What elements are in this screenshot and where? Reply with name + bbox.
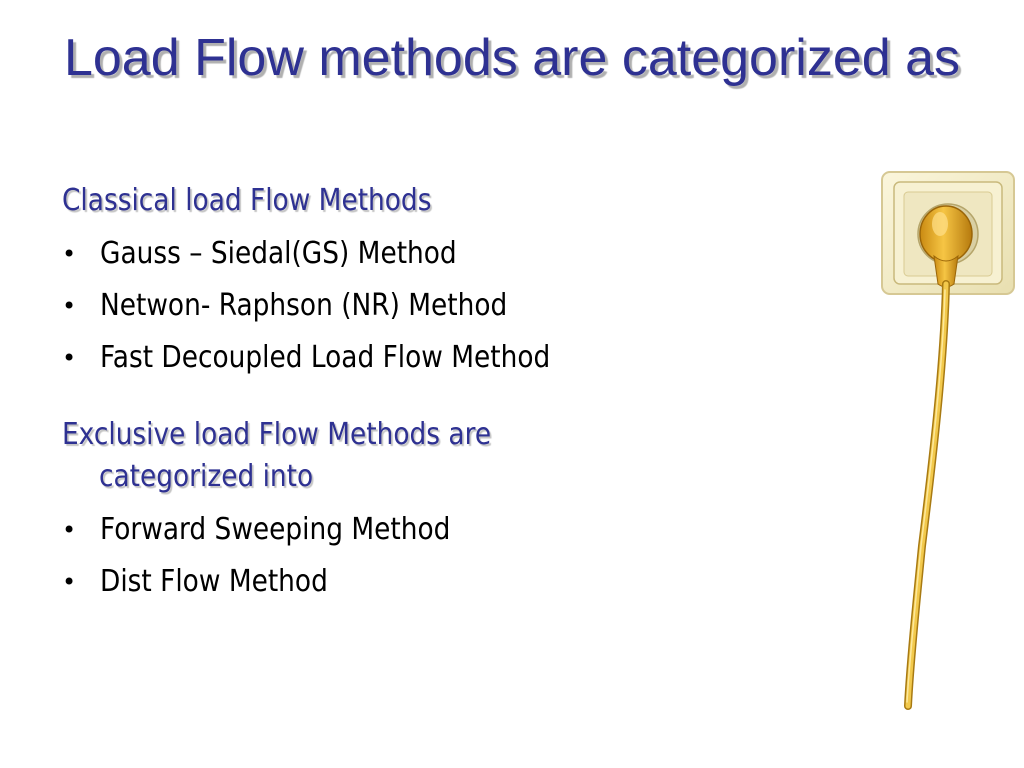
list-item-text: Dist Flow Method (100, 564, 328, 599)
section-heading-exclusive (62, 414, 766, 498)
list-item-text: Forward Sweeping Method (100, 512, 451, 547)
bullet-list-exclusive (62, 504, 862, 608)
list-item (62, 228, 862, 280)
list-item-text: Fast Decoupled Load Flow Method (100, 340, 551, 375)
section-heading-classical-text: Classical load Flow Methods (62, 183, 432, 218)
slide-body (62, 180, 862, 608)
bullet-list-classical (62, 228, 862, 384)
list-item (62, 280, 862, 332)
list-item (62, 332, 862, 384)
bullet-icon: • (62, 516, 77, 544)
slide-title: Load Flow methods are categorized as (63, 29, 961, 87)
list-item (62, 556, 862, 608)
section-heading-exclusive-line2: categorized into (98, 459, 314, 494)
section-gap (62, 384, 862, 414)
plug-socket-illustration (870, 166, 1020, 711)
section-heading-exclusive-line1: Exclusive load Flow Methods are (62, 417, 492, 452)
bullet-icon: • (62, 568, 77, 596)
list-item-text: Gauss – Siedal(GS) Method (100, 236, 457, 271)
bullet-icon: • (62, 240, 77, 268)
list-item-text: Netwon- Raphson (NR) Method (100, 288, 508, 323)
cable-icon (907, 284, 946, 706)
bullet-icon: • (62, 292, 77, 320)
section-heading-classical (62, 180, 766, 222)
list-item (62, 504, 862, 556)
bullet-icon: • (62, 344, 77, 372)
